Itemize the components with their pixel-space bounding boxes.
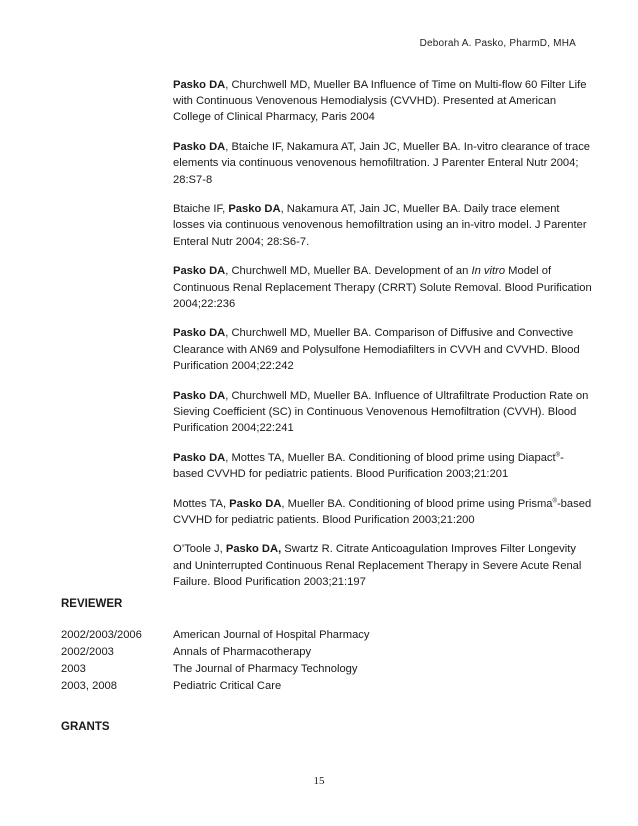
publication-entry <box>173 388 593 437</box>
author-highlight: Pasko DA <box>173 265 226 278</box>
reviewer-journal: The Journal of Pharmacy Technology <box>173 663 358 675</box>
publication-text: In vitro <box>471 265 506 278</box>
publication-entry <box>173 450 593 482</box>
author-highlight: Pasko DA <box>173 141 226 154</box>
publication-text: , Churchwell MD, Mueller BA. Comparison of Diffusive and Convective Clearance with AN69 and Polysulfone Hemodiafilters in CVVH and CVVHD. Blood Purification 2004;22:242 <box>173 327 580 372</box>
publication-text: , Btaiche IF, Nakamura AT, Jain JC, Mueller BA. In-vitro clearance of trace elements via continuous venovenous hemofiltration. J Parenter Enteral Nutr 2004; 28:S7-8 <box>173 141 591 186</box>
grants-heading: GRANTS <box>61 721 110 733</box>
publication-text: -based CVVHD for pediatric patients. Blood Purification 2003;21:201 <box>173 451 564 480</box>
publication-text: , Mueller BA. Conditioning of blood prime using Prisma <box>281 497 553 510</box>
publication-text: Swartz R. Citrate Anticoagulation Improves Filter Longevity and Uninterrupted Continuous Renal Replacement Therapy in Severe Acute Renal Failure. Blood Purification 2003;21:197 <box>173 543 582 588</box>
publication-text: , Churchwell MD, Mueller BA. Development of an <box>225 265 472 278</box>
publication-entry <box>173 541 593 590</box>
author-highlight: Pasko DA <box>173 327 226 340</box>
reviewer-row <box>61 627 481 644</box>
publication-text: O’Toole J, <box>173 543 226 556</box>
author-highlight: Pasko DA <box>173 389 226 402</box>
publication-text: , Churchwell MD, Mueller BA Influence of Time on Multi-flow 60 Filter Life with Continuous Venovenous Hemodialysis (CVVHD). Presented at American College of Clinical Pharmacy, Paris 2004 <box>173 79 587 124</box>
publication-text: -based CVVHD for pediatric patients. Blood Purification 2003;21:200 <box>173 497 592 526</box>
publication-text: , Mottes TA, Mueller BA. Conditioning of blood prime using Diapact <box>225 451 556 464</box>
publication-text: Model of Continuous Renal Replacement Therapy (CRRT) Solute Removal. Blood Purification 2004;22:236 <box>173 265 592 310</box>
registered-mark: ® <box>555 451 561 458</box>
reviewer-heading: REVIEWER <box>61 598 123 610</box>
page-number: 15 <box>313 775 325 787</box>
publication-entry <box>173 139 593 188</box>
publication-list <box>173 77 593 604</box>
author-highlight: Pasko DA <box>228 203 281 216</box>
author-highlight: Pasko DA, <box>225 543 282 556</box>
publication-entry <box>173 325 593 374</box>
reviewer-journal: Pediatric Critical Care <box>173 680 282 692</box>
publication-text: Mottes TA, <box>173 497 230 510</box>
publication-entry <box>173 263 593 312</box>
author-highlight: Pasko DA <box>173 79 226 91</box>
reviewer-journal: American Journal of Hospital Pharmacy <box>173 629 370 641</box>
author-highlight: Pasko DA <box>229 497 282 510</box>
publication-text: , Churchwell MD, Mueller BA. Influence of Ultrafiltrate Production Rate on Sieving Coefficient (SC) in Continuous Venovenous Hemofiltration (CVVH). Blood Purification 2004;22:241 <box>173 389 589 434</box>
reviewer-list <box>61 627 481 695</box>
reviewer-row <box>61 661 481 678</box>
publication-text: Btaiche IF, <box>173 203 229 216</box>
publication-entry <box>173 201 593 250</box>
reviewer-row <box>61 678 481 695</box>
reviewer-years: 2003, 2008 <box>61 680 117 692</box>
page-header-author: Deborah A. Pasko, PharmD, MHA <box>419 38 576 49</box>
publication-entry <box>173 496 593 528</box>
registered-mark: ® <box>552 497 557 504</box>
publication-text: , Nakamura AT, Jain JC, Mueller BA. Daily trace element losses via continuous venovenous hemofiltration using an in-vitro model. J Parenter Enteral Nutr 2004; 28:S6-7. <box>173 203 587 248</box>
publication-entry <box>173 77 593 126</box>
reviewer-years: 2002/2003/2006 <box>61 629 142 641</box>
reviewer-years: 2002/2003 <box>61 646 114 658</box>
reviewer-row <box>61 644 481 661</box>
reviewer-years: 2003 <box>61 663 86 675</box>
author-highlight: Pasko DA <box>173 451 226 464</box>
reviewer-journal: Annals of Pharmacotherapy <box>173 646 312 658</box>
